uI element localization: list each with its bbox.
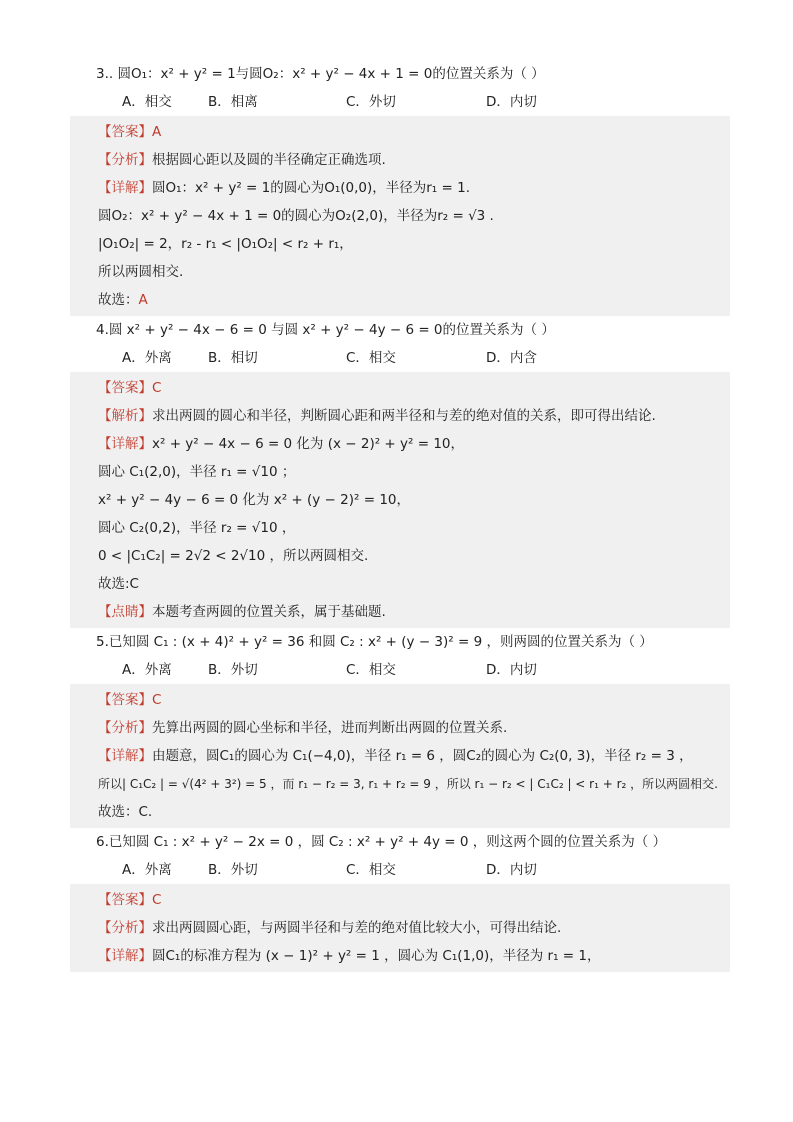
detail-line: 所以| C₁C₂ | = √(4² + 3²) = 5 ，而 r₁ − r₂ = 3, r₁ + r₂ = 9 ，所以 r₁ − r₂ < | C₁C₂ | < r₁ + r₂ ，所以两圆相交. <box>98 777 718 791</box>
detail-tag: 【详解】 <box>98 748 152 764</box>
option-d: D．内含 <box>486 350 537 366</box>
answer-value: C <box>152 892 162 908</box>
answer-value: C <box>152 692 162 708</box>
analysis-line <box>98 914 730 942</box>
detail-line <box>98 430 730 458</box>
answer-tag: 【答案】 <box>98 124 152 140</box>
answer-tag: 【答案】 <box>98 892 152 908</box>
detail-line: 圆心 C₁(2,0)，半径 r₁ = √10 ； <box>98 464 296 480</box>
comment-tag: 【点睛】 <box>98 604 152 620</box>
analysis-tag: 【分析】 <box>98 152 152 168</box>
detail-text: 圆O₁：x² + y² = 1的圆心为O₁(0,0)，半径为r₁ = 1. <box>152 180 470 196</box>
analysis-tag: 【分析】 <box>98 920 152 936</box>
option-c: C．相交 <box>346 862 396 878</box>
analysis-tag: 【解析】 <box>98 408 152 424</box>
analysis-text: 先算出两圆的圆心坐标和半径，进而判断出两圆的位置关系. <box>152 720 508 736</box>
option-a: A．外离 <box>122 350 172 366</box>
question-6-solution <box>70 884 730 972</box>
detail-line <box>98 942 730 970</box>
question-4-solution <box>70 372 730 628</box>
option-b: B．外切 <box>208 862 258 878</box>
detail-line: 所以两圆相交. <box>98 264 184 280</box>
question-5-solution <box>70 684 730 828</box>
answer-line <box>98 686 730 714</box>
choose-line <box>98 286 730 314</box>
question-3-options <box>70 88 730 116</box>
answer-value: A <box>152 124 162 140</box>
detail-tag: 【详解】 <box>98 948 152 964</box>
option-c: C．相交 <box>346 662 396 678</box>
option-c: C．相交 <box>346 350 396 366</box>
detail-line <box>98 174 730 202</box>
option-a: A．外离 <box>122 662 172 678</box>
document-content <box>70 60 730 972</box>
analysis-line <box>98 714 730 742</box>
choose-line: 故选：C. <box>98 804 153 820</box>
question-5-options <box>70 656 730 684</box>
comment-line <box>98 598 730 626</box>
detail-tag: 【详解】 <box>98 436 152 452</box>
detail-line: 圆心 C₂(0,2)，半径 r₂ = √10 ， <box>98 520 296 536</box>
detail-tag: 【详解】 <box>98 180 152 196</box>
choose-line: 故选:C <box>98 576 139 592</box>
detail-line: x² + y² − 4y − 6 = 0 化为 x² + (y − 2)² = 10， <box>98 492 411 508</box>
question-5-stem: 5.已知圆 C₁ : (x + 4)² + y² = 36 和圆 C₂ : x² + (y − 3)² = 9 ，则两圆的位置关系为（ ） <box>96 634 653 650</box>
option-c: C．外切 <box>346 94 396 110</box>
option-b: B．外切 <box>208 662 258 678</box>
option-b: B．相离 <box>208 94 258 110</box>
question-4-options <box>70 344 730 372</box>
detail-line: |O₁O₂| = 2，r₂ - r₁ < |O₁O₂| < r₂ + r₁， <box>98 236 353 252</box>
question-6-options <box>70 856 730 884</box>
answer-line <box>98 118 730 146</box>
question-3-solution <box>70 116 730 316</box>
analysis-text: 根据圆心距以及圆的半径确定正确选项. <box>152 152 386 168</box>
option-d: D．内切 <box>486 862 537 878</box>
comment-text: 本题考查两圆的位置关系，属于基础题. <box>152 604 386 620</box>
option-a: A．相交 <box>122 94 172 110</box>
analysis-text: 求出两圆的圆心和半径，判断圆心距和两半径和与差的绝对值的关系，即可得出结论. <box>152 408 656 424</box>
analysis-tag: 【分析】 <box>98 720 152 736</box>
detail-line <box>98 742 730 770</box>
answer-value: C <box>152 380 162 396</box>
answer-line <box>98 374 730 402</box>
detail-text: 由题意，圆C₁的圆心为 C₁(−4,0)，半径 r₁ = 6 ，圆C₂的圆心为 C₂(0, 3)，半径 r₂ = 3 ， <box>152 748 693 764</box>
choose-label: 故选： <box>98 292 139 308</box>
question-3-stem: 3.. 圆O₁：x² + y² = 1与圆O₂：x² + y² − 4x + 1 = 0的位置关系为（ ） <box>96 66 545 82</box>
analysis-line <box>98 402 730 430</box>
choose-value: A <box>138 292 148 308</box>
option-a: A．外离 <box>122 862 172 878</box>
option-d: D．内切 <box>486 662 537 678</box>
answer-tag: 【答案】 <box>98 692 152 708</box>
analysis-text: 求出两圆圆心距，与两圆半径和与差的绝对值比较大小，可得出结论. <box>152 920 562 936</box>
detail-text: 圆C₁的标准方程为 (x − 1)² + y² = 1 ，圆心为 C₁(1,0)，半径为 r₁ = 1， <box>152 948 601 964</box>
detail-text: x² + y² − 4x − 6 = 0 化为 (x − 2)² + y² = 10， <box>152 436 465 452</box>
question-6-stem: 6.已知圆 C₁ : x² + y² − 2x = 0 ，圆 C₂ : x² + y² + 4y = 0 ，则这两个圆的位置关系为（ ） <box>96 834 667 850</box>
question-4-stem: 4.圆 x² + y² − 4x − 6 = 0 与圆 x² + y² − 4y − 6 = 0的位置关系为（ ） <box>96 322 555 338</box>
answer-line <box>98 886 730 914</box>
detail-line: 0 < |C₁C₂| = 2√2 < 2√10 ，所以两圆相交. <box>98 548 369 564</box>
detail-line: 圆O₂：x² + y² − 4x + 1 = 0的圆心为O₂(2,0)，半径为r₂ = √3 . <box>98 208 494 224</box>
answer-tag: 【答案】 <box>98 380 152 396</box>
analysis-line <box>98 146 730 174</box>
option-d: D．内切 <box>486 94 537 110</box>
option-b: B．相切 <box>208 350 258 366</box>
